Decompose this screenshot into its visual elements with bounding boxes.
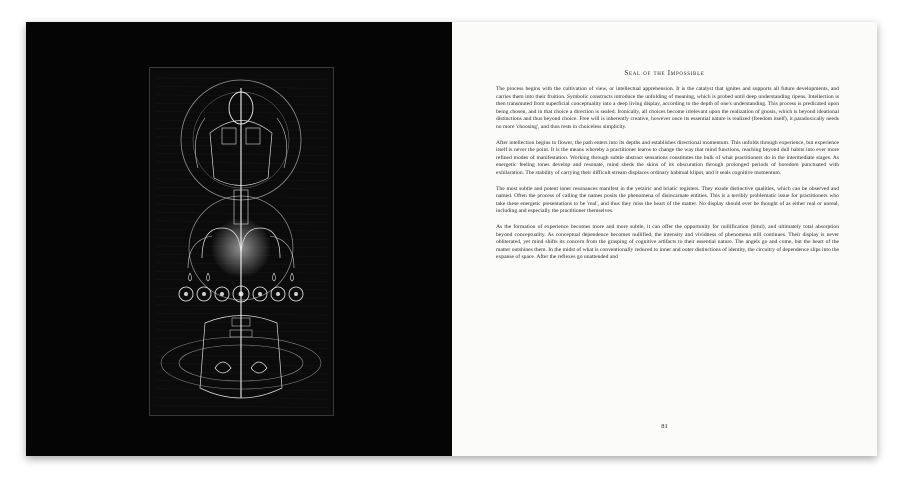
chapter-title: Seal of the Impossible [624,69,705,77]
paragraph-1: The process begins with the cultivation of view, or intellectual apprehension. It is the catalyst that ignites and supports all future developments, and carries them into their fruition. Symbolic constructs introduce the unfolding of meaning, which is probed until deep understanding ripens. Intellection is then transmuted from superficial conceptuality into a deep living display, according to the depth of one's understanding. This process is predicated upon being chosen, and in that choice a direction is sealed. Ironically, all choices become irrelevant upon the realization of gnosis, which is beyond ideational distinctions and thus beyond choice. Free will is inherently creative, however once its essential nature is realized (freedom itself), it paradoxically needs no more 'choosing', and thus rests in choiceless simplicity. [496,86,839,130]
paragraph-2: After intellection begins to flower, the path enters into its depths and establishes directional momentum. This unfolds through experience, but experience itself is never the point. It is the means whereby a practitioner learns to change the way that mind functions, reaching beyond dull habits into ever more refined modes of manifestation. Working through subtle abstract sensations constitutes the bulk of what practitioners do in the intermediate stages. As energetic feeling tones develop and resonate, mind sheds the skins of its obscuration through prolonged periods of boredom punctuated with exhilaration. The stability of carrying their difficult stream displaces ordinary habitual klipot, and it seals cognitive momentum. [496,139,839,176]
illustration-drawing [150,68,333,415]
mystical-illustration [149,67,334,416]
right-page [452,22,877,456]
page-number: 81 [661,423,668,430]
paragraph-3: The most subtle and potent inner resonances manifest in the yetziric and briatic registers. They exude distinctive qualities, which can be observed and named. Often the process of calling the names posits the phenomena of disincarnate entities. This is a terribly problematic issue for practitioners who take these energetic presentations to be 'real', and thus they miss the heart of the matter. No display should ever be thought of as either real or unreal, including and especially the practitioner themselves. [496,185,839,215]
paragraph-4: As the formation of experience becomes more and more subtle, it can offer the opportunity for nullification (bitul), and ultimately total absorption beyond conceptuality. As conceptual dependence becomes nullified, the intensity and vividness of phenomena still continues. Their display is never obliterated, yet mind shifts its concern from the grasping of cognitive artifacts to their essential nature. The angels go and come, but the heart of the matter outshines them. In the midst of what is conventionally reduced to inner and outer distinctions of identity, the circuitry of dependence slips into the expanse of space. After the reflexes go unattended and [496,223,839,261]
left-page [26,22,452,456]
body-text [496,86,839,270]
book-spread [26,22,877,456]
